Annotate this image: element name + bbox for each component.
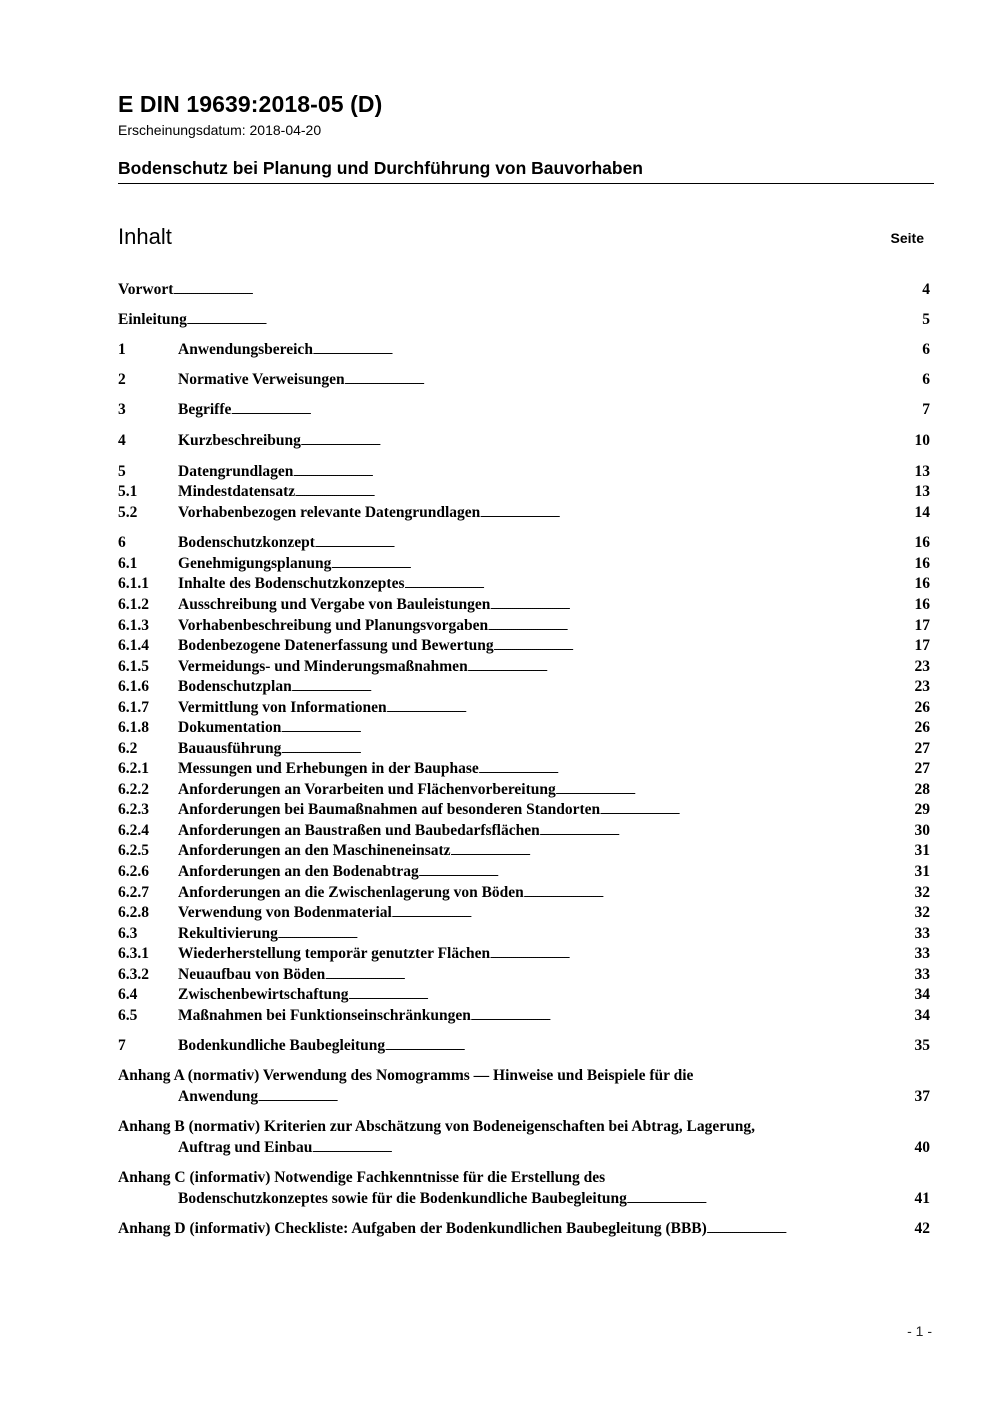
toc-entry-page: 16	[914, 596, 930, 613]
toc-entry-number: 6.1.7	[118, 699, 149, 716]
toc-entry-number: 6.2.7	[118, 884, 149, 901]
toc-entry-number: 6.2.4	[118, 822, 149, 839]
toc-entry-number: 6.1.4	[118, 637, 149, 654]
toc-entry-page: 29	[914, 801, 930, 818]
leader-dots	[258, 1087, 914, 1110]
toc-entry-title: Genehmigungsplanung	[178, 555, 332, 572]
toc-entry-page: 13	[914, 463, 930, 480]
toc-entry-page: 6	[922, 341, 930, 358]
toc-entry-title: Anforderungen an die Zwischenlagerung von Böden	[178, 884, 524, 901]
toc-entry-number: 6.2.2	[118, 781, 149, 798]
toc-annex-title-cont: Anwendung	[178, 1088, 259, 1105]
toc-entry[interactable]	[118, 533, 930, 553]
toc-annex-continuation[interactable]	[118, 1189, 930, 1209]
leader-dots	[312, 1138, 914, 1161]
toc-entry-number: 6.1.6	[118, 678, 149, 695]
toc-entry-page: 27	[914, 760, 930, 777]
toc-entry[interactable]	[118, 431, 930, 451]
toc-entry[interactable]	[118, 1036, 930, 1056]
leader-dots	[313, 340, 922, 363]
toc-entry[interactable]	[118, 739, 930, 759]
leader-dots	[627, 1189, 915, 1212]
toc-entry-page: 33	[914, 925, 930, 942]
toc-entry[interactable]	[118, 718, 930, 738]
toc-entry-title: Inhalte des Bodenschutzkonzeptes	[178, 575, 405, 592]
toc-entry-title: Anforderungen an Baustraßen und Baubedarfsflächen	[178, 822, 540, 839]
toc-entry-page: 16	[914, 534, 930, 551]
toc-entry-number: 6.1.1	[118, 575, 149, 592]
toc-entry[interactable]	[118, 821, 930, 841]
leader-dots	[479, 759, 915, 782]
toc-entry-page: 23	[914, 678, 930, 695]
toc-entry-page: 27	[914, 740, 930, 757]
toc-entry-title: Messungen und Erhebungen in der Bauphase	[178, 760, 479, 777]
leader-dots	[301, 431, 915, 454]
toc-entry-title: Vorhabenbezogen relevante Datengrundlagen	[178, 504, 481, 521]
toc-annex-continuation[interactable]	[118, 1138, 930, 1158]
toc-entry-page: 7	[922, 401, 930, 418]
toc-entry[interactable]	[118, 1006, 930, 1026]
toc-annex-title[interactable]: Anhang A (normativ) Verwendung des Nomogramms — Hinweise und Beispiele für die	[118, 1067, 694, 1084]
toc-entry-page: 28	[914, 781, 930, 798]
toc-entry-title: Ausschreibung und Vergabe von Bauleistungen	[178, 596, 491, 613]
toc-entry[interactable]	[118, 462, 930, 482]
toc-entry-number: 6.2.6	[118, 863, 149, 880]
toc-entry-title: Kurzbeschreibung	[178, 432, 301, 449]
toc-annex-page: 41	[914, 1190, 930, 1207]
toc-entry-title: Neuaufbau von Böden	[178, 966, 326, 983]
toc-entry[interactable]	[118, 340, 930, 360]
toc-entry-number: 6.4	[118, 986, 138, 1003]
toc-entry-page: 5	[922, 311, 930, 328]
toc-entry[interactable]	[118, 780, 930, 800]
table-of-contents	[118, 0, 930, 1403]
toc-entry-page: 13	[914, 483, 930, 500]
doc-id: E DIN 19639:2018-05 (D)	[118, 91, 383, 117]
toc-entry-page: 23	[914, 658, 930, 675]
leader-dots	[392, 903, 915, 926]
toc-entry[interactable]	[118, 636, 930, 656]
toc-entry-title: Wiederherstellung temporär genutzter Flächen	[178, 945, 491, 962]
toc-entry-title: Einleitung	[118, 311, 187, 328]
toc-entry-title: Begriffe	[178, 401, 232, 418]
toc-entry[interactable]	[118, 985, 930, 1005]
toc-annex-page: 42	[914, 1220, 930, 1237]
leader-dots	[281, 718, 914, 741]
toc-entry-number: 6.1	[118, 555, 138, 572]
leader-dots	[471, 1006, 915, 1029]
leader-dots	[451, 841, 915, 864]
toc-entry-number: 6.2.3	[118, 801, 149, 818]
toc-annex-title-cont: Auftrag und Einbau	[178, 1139, 313, 1156]
toc-entry-number: 6.2	[118, 740, 138, 757]
leader-dots	[315, 533, 915, 556]
toc-entry[interactable]	[118, 944, 930, 964]
toc-entry-page: 17	[914, 637, 930, 654]
leader-dots	[349, 985, 915, 1008]
toc-entry-number: 1	[118, 341, 126, 358]
leader-dots	[187, 310, 922, 333]
toc-entry-title: Bauausführung	[178, 740, 282, 757]
toc-entry-page: 16	[914, 555, 930, 572]
leader-dots	[385, 1036, 914, 1059]
toc-entry-title: Mindestdatensatz	[178, 483, 296, 500]
toc-entry-number: 6.1.8	[118, 719, 149, 736]
toc-entry-number: 2	[118, 371, 126, 388]
toc-entry[interactable]	[118, 400, 930, 420]
toc-entry-number: 5.2	[118, 504, 138, 521]
toc-annex-title-cont: Bodenschutzkonzeptes sowie für die Bodenkundliche Baubegleitung	[178, 1190, 627, 1207]
toc-entry[interactable]	[118, 800, 930, 820]
toc-annex-continuation[interactable]	[118, 1087, 930, 1107]
toc-entry[interactable]	[118, 554, 930, 574]
toc-entry-title: Maßnahmen bei Funktionseinschränkungen	[178, 1007, 471, 1024]
toc-annex-page: 40	[914, 1139, 930, 1156]
toc-entry[interactable]	[118, 616, 930, 636]
toc-entry-number: 6.5	[118, 1007, 138, 1024]
page-column-label: Seite	[890, 230, 924, 246]
toc-entry-page: 26	[914, 699, 930, 716]
toc-entry[interactable]	[118, 503, 930, 523]
toc-entry-title: Bodenkundliche Baubegleitung	[178, 1037, 386, 1054]
toc-entry[interactable]	[118, 310, 930, 330]
toc-entry-page: 33	[914, 966, 930, 983]
leader-dots	[345, 370, 923, 393]
toc-entry[interactable]	[118, 280, 930, 300]
leader-dots	[295, 482, 914, 505]
toc-entry-title: Vermeidungs- und Minderungsmaßnahmen	[178, 658, 468, 675]
toc-entry-title: Anforderungen an Vorarbeiten und Flächenvorbereitung	[178, 781, 556, 798]
toc-entry-number: 5	[118, 463, 126, 480]
toc-entry-number: 6.3.1	[118, 945, 149, 962]
publication-date: Erscheinungsdatum: 2018-04-20	[118, 122, 322, 138]
toc-entry-page: 14	[914, 504, 930, 521]
leader-dots	[707, 1219, 915, 1242]
toc-entry-title: Vorwort	[118, 281, 174, 298]
toc-entry[interactable]	[118, 595, 930, 615]
toc-entry-page: 33	[914, 945, 930, 962]
leader-dots	[480, 503, 914, 526]
toc-heading: Inhalt	[118, 224, 172, 249]
toc-entry-number: 6.1.5	[118, 658, 149, 675]
toc-entry-title: Bodenbezogene Datenerfassung und Bewertung	[178, 637, 494, 654]
toc-entry-page: 26	[914, 719, 930, 736]
toc-entry-page: 34	[914, 986, 930, 1003]
toc-entry[interactable]	[118, 657, 930, 677]
toc-entry-page: 17	[914, 617, 930, 634]
toc-entry-title: Anforderungen an den Bodenabtrag	[178, 863, 419, 880]
toc-entry-number: 6	[118, 534, 126, 551]
toc-entry-page: 6	[922, 371, 930, 388]
toc-entry-page: 30	[914, 822, 930, 839]
toc-annex-title: Anhang D (informativ) Checkliste: Aufgaben der Bodenkundlichen Baubegleitung (BBB)	[118, 1220, 707, 1237]
toc-entry-title: Datengrundlagen	[178, 463, 294, 480]
toc-entry-page: 32	[914, 884, 930, 901]
toc-entry-number: 6.2.1	[118, 760, 149, 777]
toc-entry[interactable]	[118, 482, 930, 502]
toc-entry[interactable]	[118, 924, 930, 944]
toc-entry-page: 35	[914, 1037, 930, 1054]
toc-entry-number: 6.1.3	[118, 617, 149, 634]
toc-entry-title: Verwendung von Bodenmaterial	[178, 904, 392, 921]
toc-entry[interactable]	[118, 370, 930, 390]
toc-entry[interactable]	[118, 759, 930, 779]
toc-entry-number: 6.2.5	[118, 842, 149, 859]
toc-entry[interactable]	[118, 841, 930, 861]
toc-entry-title: Bodenschutzplan	[178, 678, 292, 695]
toc-entry-page: 4	[922, 281, 930, 298]
toc-entry-number: 5.1	[118, 483, 138, 500]
toc-entry-page: 10	[914, 432, 930, 449]
toc-entry-number: 6.3	[118, 925, 138, 942]
toc-entry-page: 32	[914, 904, 930, 921]
leader-dots	[494, 636, 915, 659]
toc-entry[interactable]	[118, 883, 930, 903]
toc-entry[interactable]	[118, 903, 930, 923]
toc-entry-title: Rekultivierung	[178, 925, 278, 942]
toc-entry[interactable]	[118, 677, 930, 697]
toc-entry-title: Anwendungsbereich	[178, 341, 313, 358]
toc-entry-title: Zwischenbewirtschaftung	[178, 986, 349, 1003]
toc-entry-title: Vorhabenbeschreibung und Planungsvorgaben	[178, 617, 489, 634]
toc-entry[interactable]	[118, 574, 930, 594]
toc-entry-page: 31	[914, 863, 930, 880]
toc-entry-number: 6.3.2	[118, 966, 149, 983]
toc-entry[interactable]	[118, 862, 930, 882]
leader-dots	[490, 944, 914, 967]
toc-entry[interactable]	[118, 965, 930, 985]
toc-entry-page: 31	[914, 842, 930, 859]
toc-entry-number: 6.2.8	[118, 904, 149, 921]
toc-entry-title: Dokumentation	[178, 719, 282, 736]
leader-dots	[600, 800, 914, 823]
toc-annex-title[interactable]: Anhang C (informativ) Notwendige Fachkenntnisse für die Erstellung des	[118, 1169, 606, 1186]
toc-entry-number: 6.1.2	[118, 596, 149, 613]
toc-entry-number: 7	[118, 1037, 126, 1054]
leader-dots	[173, 280, 922, 303]
leader-dots	[405, 574, 915, 597]
toc-annex-page: 37	[914, 1088, 930, 1105]
leader-dots	[490, 595, 914, 618]
leader-dots	[292, 677, 915, 700]
toc-entry[interactable]	[118, 698, 930, 718]
toc-entry-title: Vermittlung von Informationen	[178, 699, 387, 716]
toc-entry-title: Anforderungen bei Baumaßnahmen auf besonderen Standorten	[178, 801, 601, 818]
toc-entry-page: 34	[914, 1007, 930, 1024]
toc-entry-title: Anforderungen an den Maschineneinsatz	[178, 842, 451, 859]
leader-dots	[231, 400, 922, 423]
toc-annex-entry[interactable]	[118, 1219, 930, 1239]
toc-entry-page: 16	[914, 575, 930, 592]
toc-entry-number: 3	[118, 401, 126, 418]
toc-entry-title: Bodenschutzkonzept	[178, 534, 315, 551]
footer-page-number: - 1 -	[907, 1323, 932, 1339]
toc-entry-number: 4	[118, 432, 126, 449]
toc-entry-title: Normative Verweisungen	[178, 371, 345, 388]
document-subtitle: Bodenschutz bei Planung und Durchführung von Bauvorhaben	[118, 158, 643, 178]
toc-annex-title[interactable]: Anhang B (normativ) Kriterien zur Abschätzung von Bodeneigenschaften bei Abtrag, Lagerung,	[118, 1118, 755, 1135]
leader-dots	[419, 862, 915, 885]
